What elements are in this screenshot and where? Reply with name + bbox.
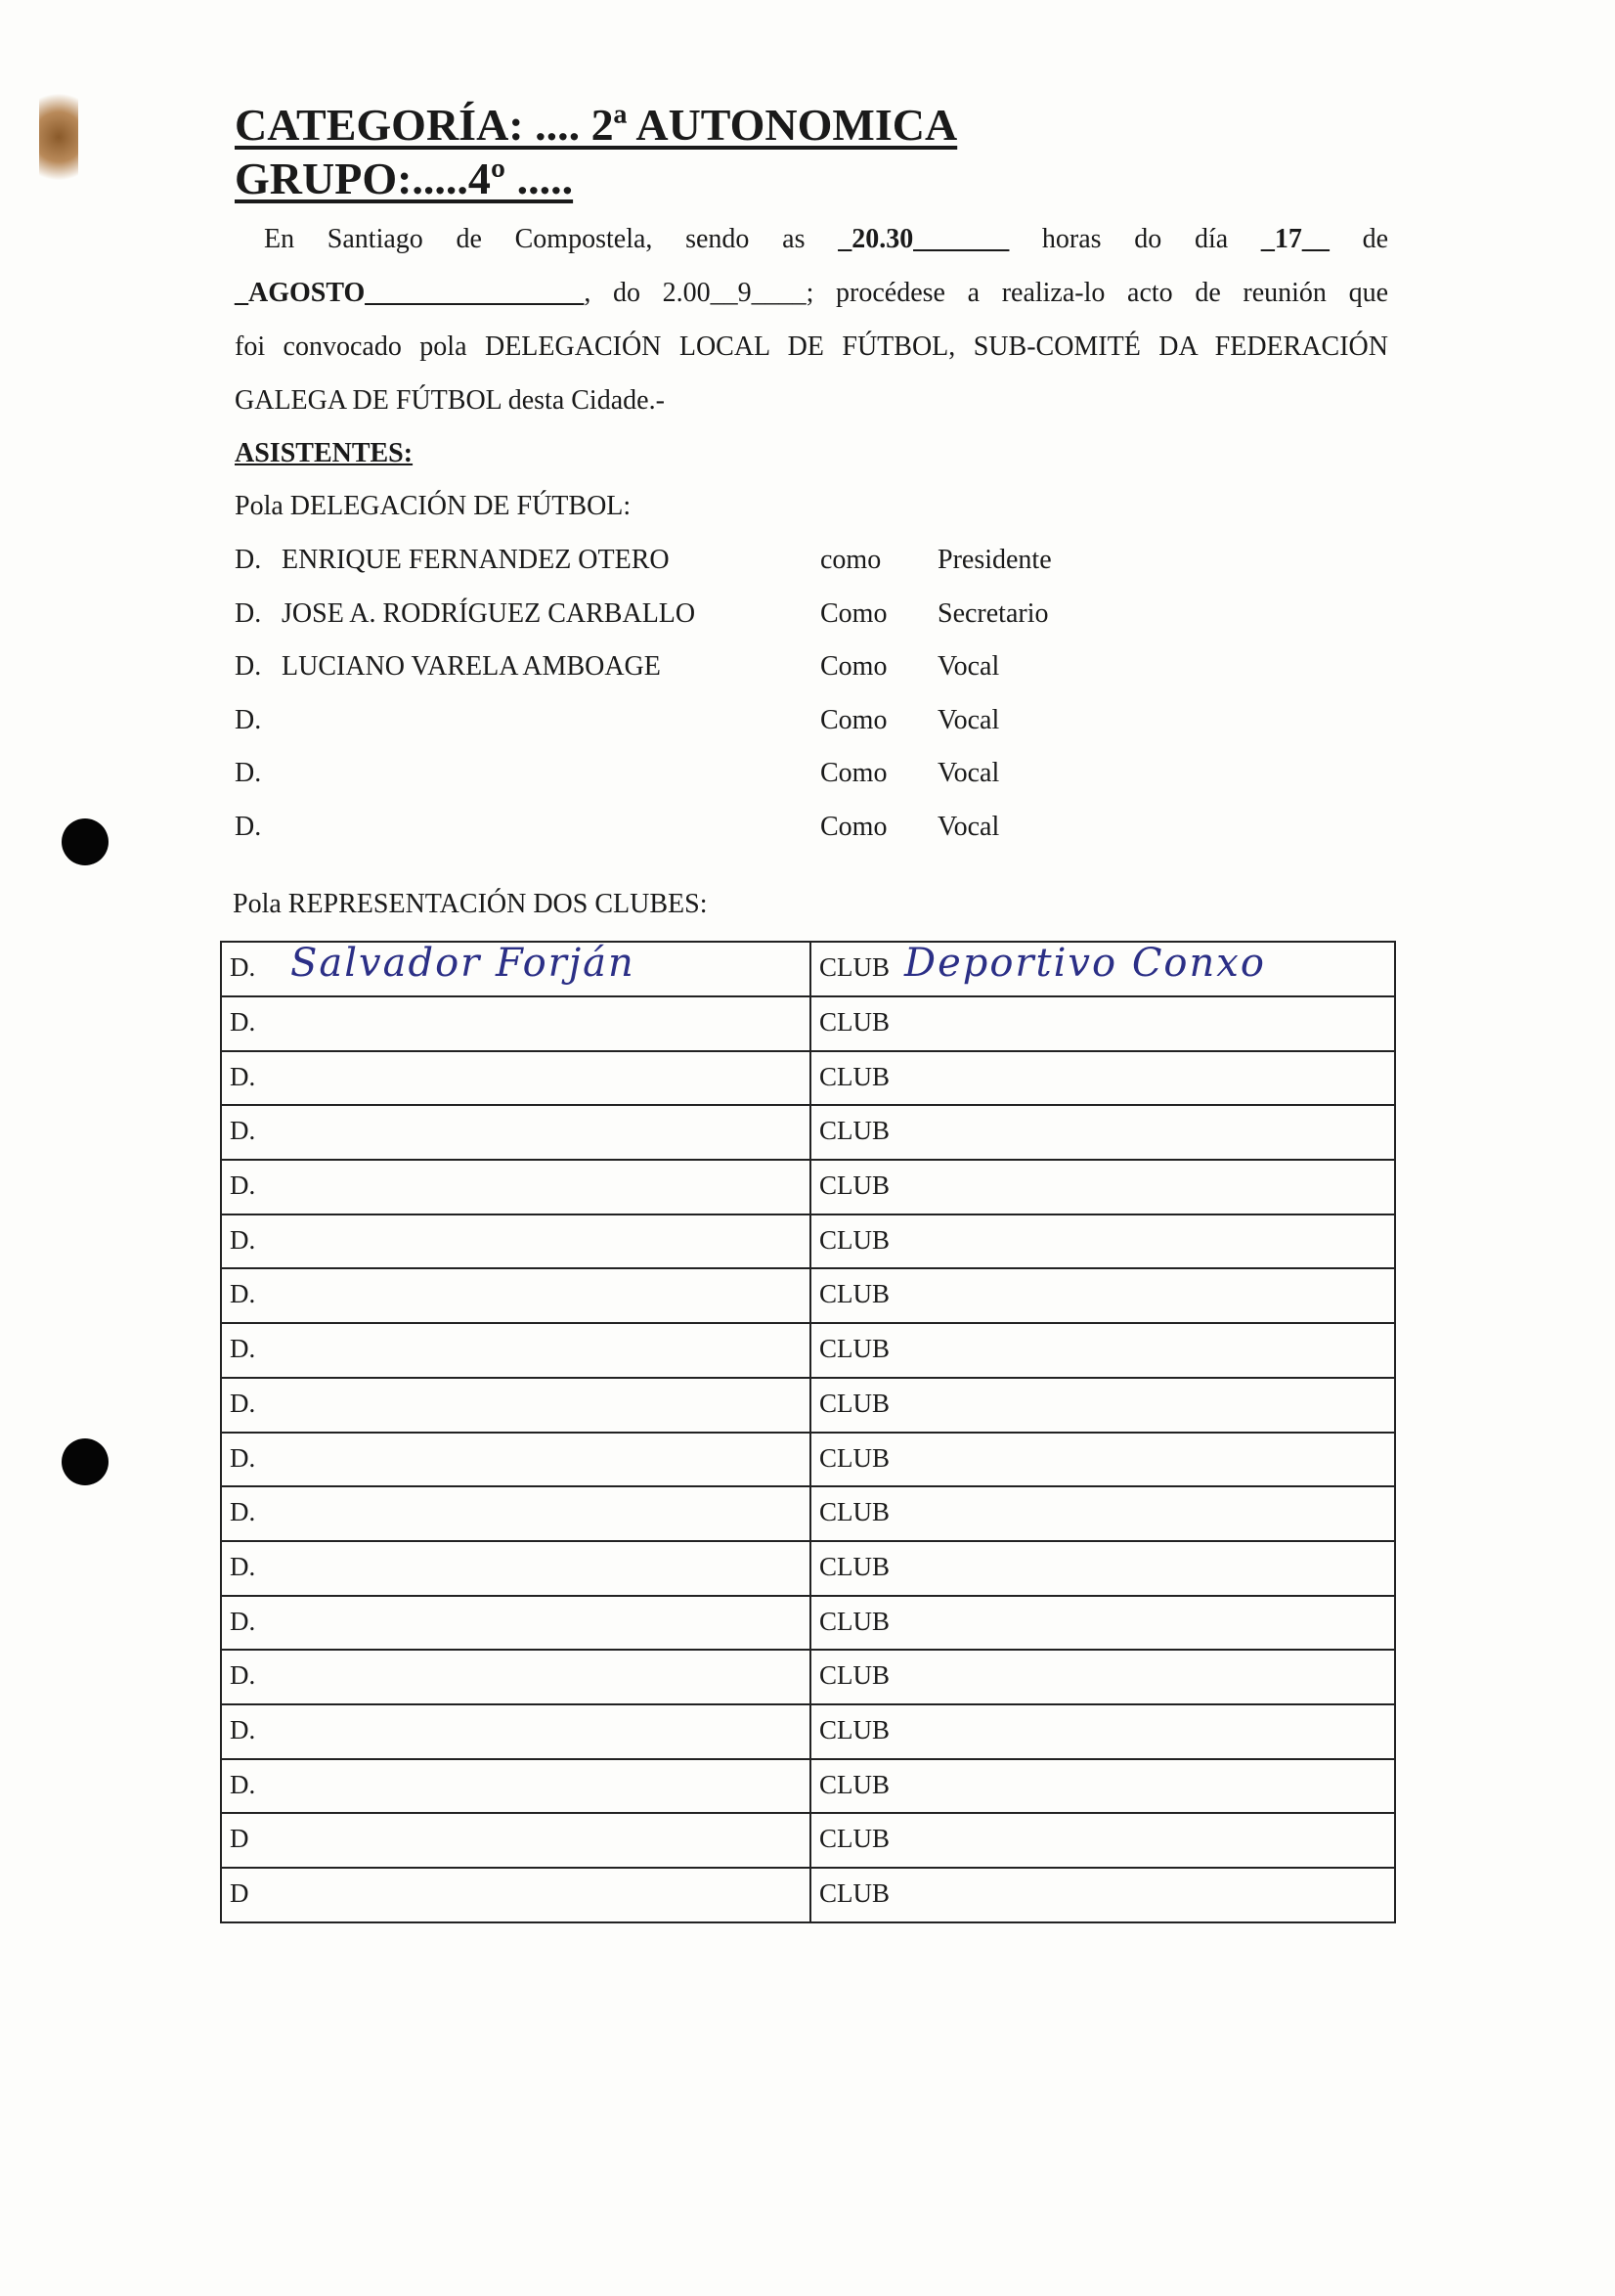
club-label: CLUB (819, 1279, 891, 1309)
club-label: CLUB (819, 1116, 891, 1146)
club-cell[interactable] (810, 1486, 1395, 1541)
member-como: Como (820, 651, 888, 683)
delegate-cell[interactable] (221, 1650, 810, 1704)
delegate-prefix: D. (230, 1334, 256, 1364)
club-label: CLUB (819, 1170, 891, 1201)
delegate-prefix: D (230, 1824, 249, 1854)
delegate-cell[interactable] (221, 1541, 810, 1596)
member-como: como (820, 545, 882, 575)
delegate-cell[interactable] (221, 1596, 810, 1651)
delegate-name-handwritten: Salvador Forján (290, 941, 635, 986)
delegate-prefix: D. (230, 1007, 256, 1037)
punch-hole (62, 1438, 109, 1485)
attendees-heading: ASISTENTES: (235, 438, 414, 468)
club-table-row (221, 1759, 1395, 1814)
delegate-prefix: D. (230, 1224, 256, 1255)
delegate-prefix: D (230, 1878, 249, 1908)
delegate-prefix: D. (230, 1497, 256, 1527)
meeting-month: _AGOSTO________________ (235, 278, 585, 308)
club-cell[interactable] (810, 1541, 1395, 1596)
delegate-prefix: D. (230, 1660, 256, 1691)
delegate-cell[interactable] (221, 1160, 810, 1214)
club-cell[interactable] (810, 1378, 1395, 1433)
club-table-row (221, 1650, 1395, 1704)
club-table-row (221, 1051, 1395, 1106)
delegate-cell[interactable] (221, 1378, 810, 1433)
intro-text: En Santiago de Compostela, sendo as (264, 224, 806, 254)
delegate-prefix: D. (230, 1606, 256, 1636)
member-prefix: D. (235, 812, 262, 842)
delegate-cell[interactable] (221, 1433, 810, 1487)
club-label: CLUB (819, 1224, 891, 1255)
delegate-cell[interactable] (221, 996, 810, 1051)
member-como: Como (820, 812, 888, 842)
club-table-row (221, 942, 1395, 996)
member-prefix: D. (235, 651, 262, 683)
club-label: CLUB (819, 1714, 891, 1744)
club-table-row (221, 1105, 1395, 1160)
club-label: CLUB (819, 1606, 891, 1636)
member-como: Como (820, 597, 888, 629)
rust-stain (39, 78, 78, 196)
intro-text: GALEGA DE FÚTBOL desta Cidade.- (235, 385, 665, 416)
club-cell[interactable] (810, 1596, 1395, 1651)
member-prefix: D. (235, 597, 262, 629)
club-label: CLUB (819, 952, 891, 982)
club-label: CLUB (819, 1769, 891, 1799)
club-cell[interactable] (810, 1268, 1395, 1323)
meeting-hour: _20.30_______ (838, 224, 1010, 254)
punch-hole (62, 818, 109, 865)
club-label: CLUB (819, 1007, 891, 1037)
delegate-prefix: D. (230, 1061, 256, 1091)
club-table-row (221, 1433, 1395, 1487)
club-cell[interactable] (810, 1868, 1395, 1922)
club-label: CLUB (819, 1824, 891, 1854)
delegate-prefix: D. (230, 1388, 256, 1418)
member-name: ENRIQUE FERNANDEZ OTERO (282, 545, 670, 575)
club-cell[interactable] (810, 1704, 1395, 1759)
delegate-prefix: D. (230, 952, 256, 982)
member-role: Secretario (938, 597, 1049, 629)
club-cell[interactable] (810, 1051, 1395, 1106)
delegate-cell[interactable] (221, 1704, 810, 1759)
club-cell[interactable] (810, 1105, 1395, 1160)
club-table-row (221, 1214, 1395, 1269)
intro-text: , do 2.00__9____; procédese a realiza-lo acto de reunión que (584, 278, 1388, 308)
member-role: Presidente (938, 545, 1052, 575)
club-table-row (221, 1268, 1395, 1323)
delegate-cell[interactable] (221, 1214, 810, 1269)
club-label: CLUB (819, 1878, 891, 1908)
category-title: CATEGORÍA: .... 2ª AUTONOMICA (235, 100, 958, 150)
club-table-row (221, 1596, 1395, 1651)
intro-text: de (1362, 224, 1389, 254)
club-cell[interactable] (810, 1759, 1395, 1814)
delegate-cell[interactable] (221, 1486, 810, 1541)
club-label: CLUB (819, 1551, 891, 1581)
club-cell[interactable] (810, 1650, 1395, 1704)
delegate-prefix: D. (230, 1714, 256, 1744)
intro-text: foi convocado pola DELEGACIÓN LOCAL DE FÚTBOL, SUB-COMITÉ DA FEDERACIÓN (235, 331, 1388, 362)
meeting-day: _17__ (1260, 224, 1330, 254)
club-table-row (221, 1323, 1395, 1378)
club-cell[interactable] (810, 1433, 1395, 1487)
member-role: Vocal (938, 758, 1000, 789)
club-label: CLUB (819, 1497, 891, 1527)
member-como: Como (820, 704, 888, 735)
delegation-label: Pola DELEGACIÓN DE FÚTBOL: (235, 491, 632, 521)
delegate-prefix: D. (230, 1769, 256, 1799)
member-name: LUCIANO VARELA AMBOAGE (282, 651, 661, 683)
delegate-cell[interactable] (221, 1759, 810, 1814)
member-name: JOSE A. RODRÍGUEZ CARBALLO (282, 597, 696, 629)
club-table-row (221, 1813, 1395, 1868)
delegate-prefix: D. (230, 1551, 256, 1581)
delegate-cell[interactable] (221, 1323, 810, 1378)
club-cell[interactable] (810, 1813, 1395, 1868)
delegate-cell[interactable] (221, 942, 810, 996)
club-table-row (221, 1704, 1395, 1759)
club-label: CLUB (819, 1334, 891, 1364)
delegate-prefix: D. (230, 1116, 256, 1146)
club-name-handwritten: Deportivo Conxo (904, 941, 1266, 986)
member-prefix: D. (235, 704, 262, 735)
club-cell[interactable] (810, 996, 1395, 1051)
intro-text: horas do día (1041, 224, 1229, 254)
club-table-row (221, 1868, 1395, 1922)
club-cell[interactable] (810, 942, 1395, 996)
club-table-row (221, 1160, 1395, 1214)
club-label: CLUB (819, 1388, 891, 1418)
member-role: Vocal (938, 651, 1000, 683)
delegate-cell[interactable] (221, 1105, 810, 1160)
club-table-row (221, 996, 1395, 1051)
member-role: Vocal (938, 704, 1000, 735)
delegate-cell[interactable] (221, 1268, 810, 1323)
club-label: CLUB (819, 1660, 891, 1691)
intro-paragraph (235, 212, 1388, 427)
delegate-cell[interactable] (221, 1813, 810, 1868)
clubs-heading: Pola REPRESENTACIÓN DOS CLUBES: (233, 889, 708, 919)
delegate-prefix: D. (230, 1279, 256, 1309)
member-como: Como (820, 758, 888, 789)
club-table-row (221, 1486, 1395, 1541)
delegate-prefix: D. (230, 1170, 256, 1201)
delegate-cell[interactable] (221, 1868, 810, 1922)
delegate-cell[interactable] (221, 1051, 810, 1106)
group-title: GRUPO:.....4º ..... (235, 154, 574, 203)
club-label: CLUB (819, 1442, 891, 1473)
club-label: CLUB (819, 1061, 891, 1091)
clubs-table (220, 941, 1396, 1923)
club-cell[interactable] (810, 1160, 1395, 1214)
club-cell[interactable] (810, 1323, 1395, 1378)
club-cell[interactable] (810, 1214, 1395, 1269)
club-table-row (221, 1378, 1395, 1433)
member-role: Vocal (938, 812, 1000, 842)
delegate-prefix: D. (230, 1442, 256, 1473)
club-table-row (221, 1541, 1395, 1596)
member-prefix: D. (235, 758, 262, 789)
member-prefix: D. (235, 545, 262, 575)
